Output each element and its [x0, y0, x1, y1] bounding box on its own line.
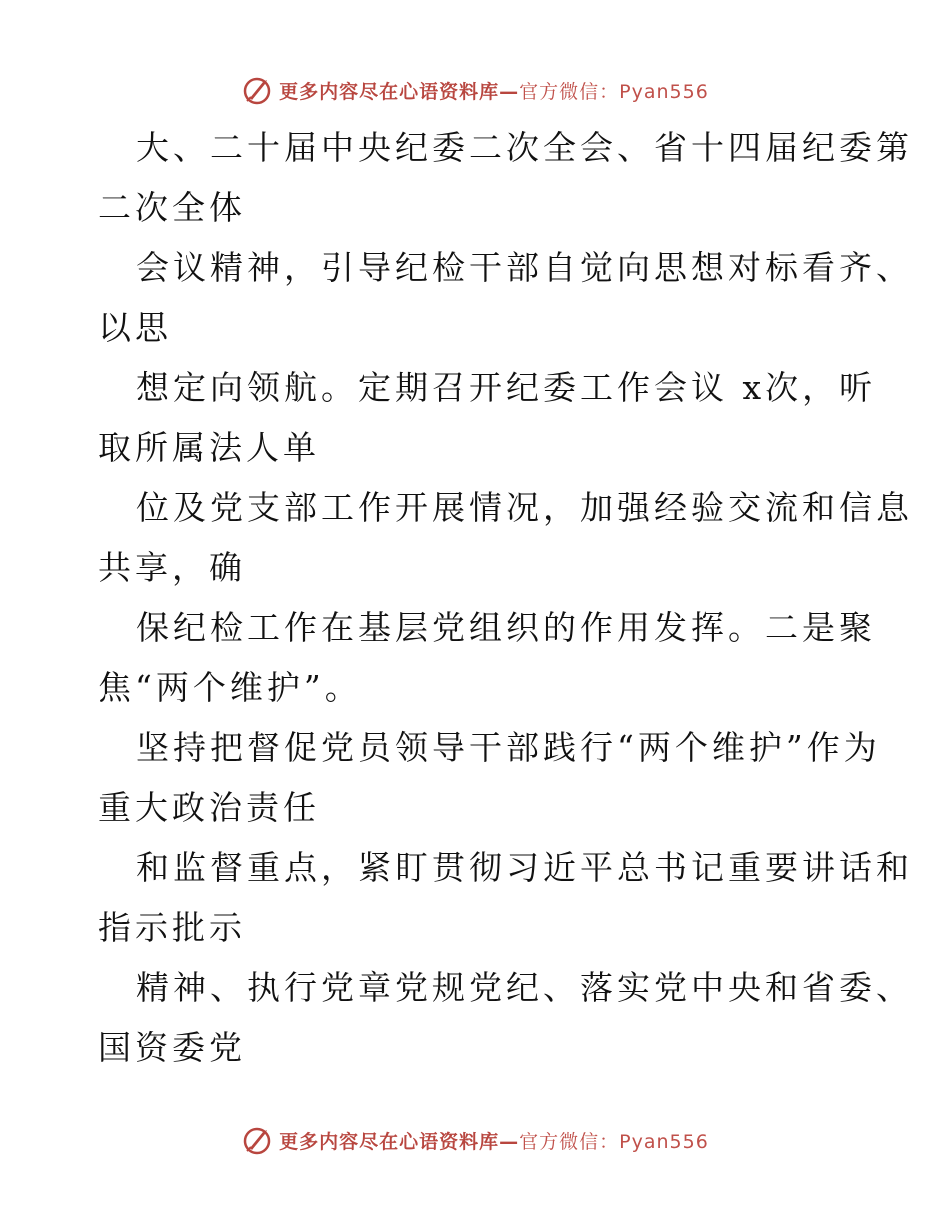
text-line: 指示批示 [98, 908, 246, 947]
footer-separator: — [499, 1130, 520, 1153]
text-line: 取所属法人单 [98, 428, 320, 467]
quill-pen-seal-icon [241, 74, 273, 106]
text-line: 位及党支部工作开展情况，加强经验交流和信息 [136, 488, 913, 527]
header-banner [0, 70, 950, 110]
footer-brand-text: 更多内容尽在心语资料库 [279, 1130, 500, 1153]
header-wechat-text: 官方微信：Pyan556 [519, 80, 709, 103]
text-line: 国资委党 [98, 1028, 246, 1067]
text-line: 坚持把督促党员领导干部践行“两个维护”作为 [136, 728, 881, 767]
text-line: 共享，确 [98, 548, 246, 587]
header-brand-text: 更多内容尽在心语资料库 [279, 80, 500, 103]
document-body [0, 118, 950, 1078]
text-line: 想定向领航。定期召开纪委工作会议 x次，听 [136, 368, 877, 407]
text-line: 重大政治责任 [98, 788, 320, 827]
header-watermark-text [279, 77, 709, 104]
footer-watermark-text [279, 1127, 709, 1154]
footer-wechat-text: 官方微信：Pyan556 [519, 1130, 709, 1153]
header-separator: — [499, 80, 520, 103]
quill-pen-seal-icon [241, 1124, 273, 1156]
text-line: 二次全体 [98, 188, 246, 227]
text-line: 大、二十届中央纪委二次全会、省十四届纪委第 [136, 128, 913, 167]
text-line: 会议精神，引导纪检干部自觉向思想对标看齐、 [136, 248, 913, 287]
text-line: 以思 [98, 308, 172, 347]
text-line: 精神、执行党章党规党纪、落实党中央和省委、 [136, 968, 913, 1007]
text-line: 保纪检工作在基层党组织的作用发挥。二是聚 [136, 608, 876, 647]
text-line: 焦“两个维护”。 [98, 668, 362, 707]
text-line: 和监督重点，紧盯贯彻习近平总书记重要讲话和 [136, 848, 913, 887]
footer-banner [0, 1120, 950, 1160]
